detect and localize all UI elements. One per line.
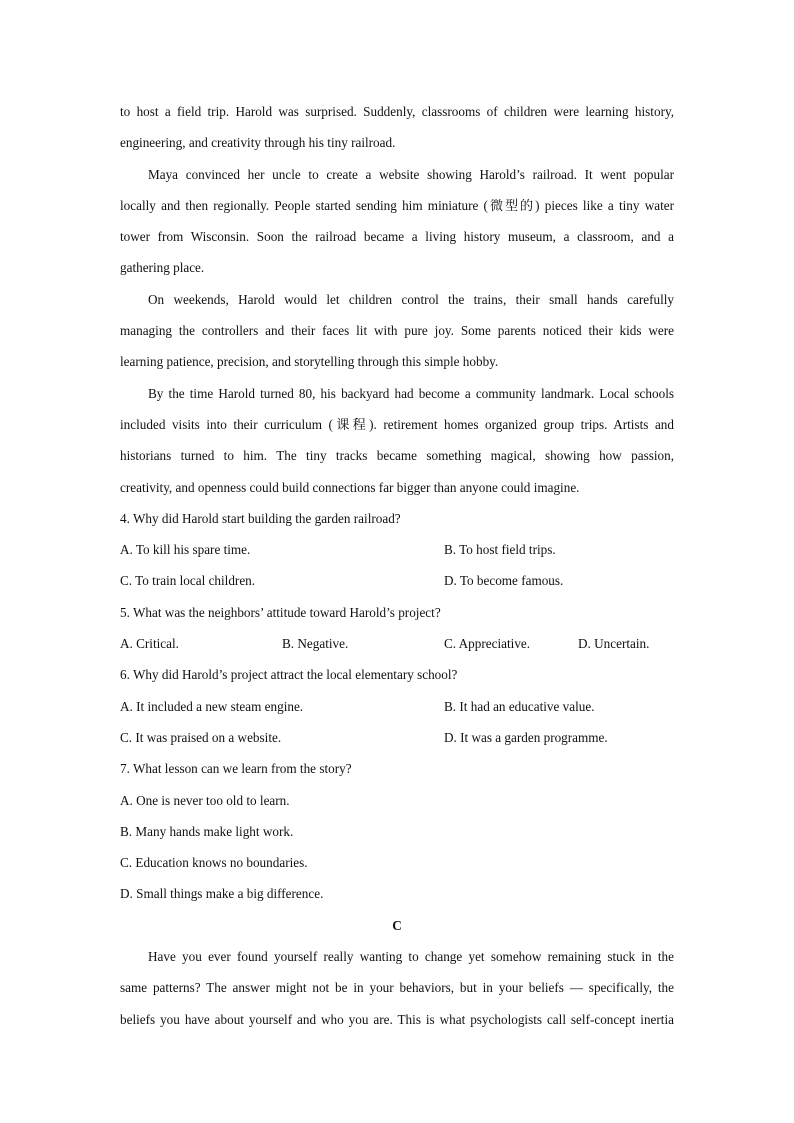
option-a: A. To kill his spare time. [120,542,251,558]
option-a: A. It included a new steam engine. [120,698,304,714]
text-line: beliefs you have about yourself and who you are. This is what psychologists call self-concept inertia [120,1011,674,1027]
text-line: tower from Wisconsin. Soon the railroad became a living history museum, a classroom, and a [120,229,674,245]
answer-options [120,565,674,596]
option-b: B. Many hands make light work. [120,823,294,839]
option-d: D. Small things make a big difference. [120,886,324,902]
option-c: C. It was praised on a website. [120,729,282,745]
text-line: By the time Harold turned 80, his backyard had become a community landmark. Local schools [148,385,674,401]
passage-paragraph [120,941,674,1035]
text-line: locally and then regionally. People started sending him miniature (微型的) pieces like a tiny water [120,197,674,213]
question-stem: 7. What lesson can we learn from the story? [120,761,352,777]
text-line: managing the controllers and their faces lit with pure joy. Some parents noticed their kids were [120,323,674,339]
text-line: On weekends, Harold would let children control the trains, their small hands carefully [148,291,674,307]
passage-paragraph [120,284,674,378]
option-c: C. Education knows no boundaries. [120,855,308,871]
question-stem: 4. Why did Harold start building the garden railroad? [120,510,401,526]
text-line: gathering place. [120,260,205,276]
section-heading: C [392,917,402,933]
option-c: C. To train local children. [120,573,256,589]
answer-options [120,628,674,659]
text-line: to host a field trip. Harold was surprised. Suddenly, classrooms of children were learning history, [120,104,674,119]
option-d: D. To become famous. [444,573,564,589]
text-line: learning patience, precision, and storytelling through this simple hobby. [120,354,499,370]
question-stem: 6. Why did Harold’s project attract the local elementary school? [120,667,458,683]
option-d: D. It was a garden programme. [444,729,608,745]
question-stem: 5. What was the neighbors’ attitude toward Harold’s project? [120,604,441,620]
option-c: C. Appreciative. [444,636,531,652]
passage-paragraph [120,378,674,503]
option-a: A. Critical. [120,636,179,652]
answer-options [120,534,674,565]
text-line: engineering, and creativity through his tiny railroad. [120,135,396,151]
text-line: historians turned to him. The tiny tracks became something magical, showing how passion, [120,448,674,464]
text-line: Maya convinced her uncle to create a website showing Harold’s railroad. It went popular [148,166,674,182]
passage-paragraph [120,159,674,284]
text-line: included visits into their curriculum (课程). retirement homes organized group trips. Artists and [120,416,674,432]
answer-options [120,722,674,753]
text-line: creativity, and openness could build connections far bigger than anyone could imagine. [120,479,580,495]
document-page [120,96,674,1035]
answer-options [120,691,674,722]
option-b: B. It had an educative value. [444,698,595,714]
passage-paragraph [120,96,674,159]
option-b: B. Negative. [282,636,349,652]
option-a: A. One is never too old to learn. [120,792,290,808]
text-line: Have you ever found yourself really wanting to change yet somehow remaining stuck in the [148,949,674,965]
option-d: D. Uncertain. [578,636,650,652]
option-b: B. To host field trips. [444,542,556,558]
text-line: same patterns? The answer might not be in your behaviors, but in your beliefs — specifically, the [120,980,674,996]
